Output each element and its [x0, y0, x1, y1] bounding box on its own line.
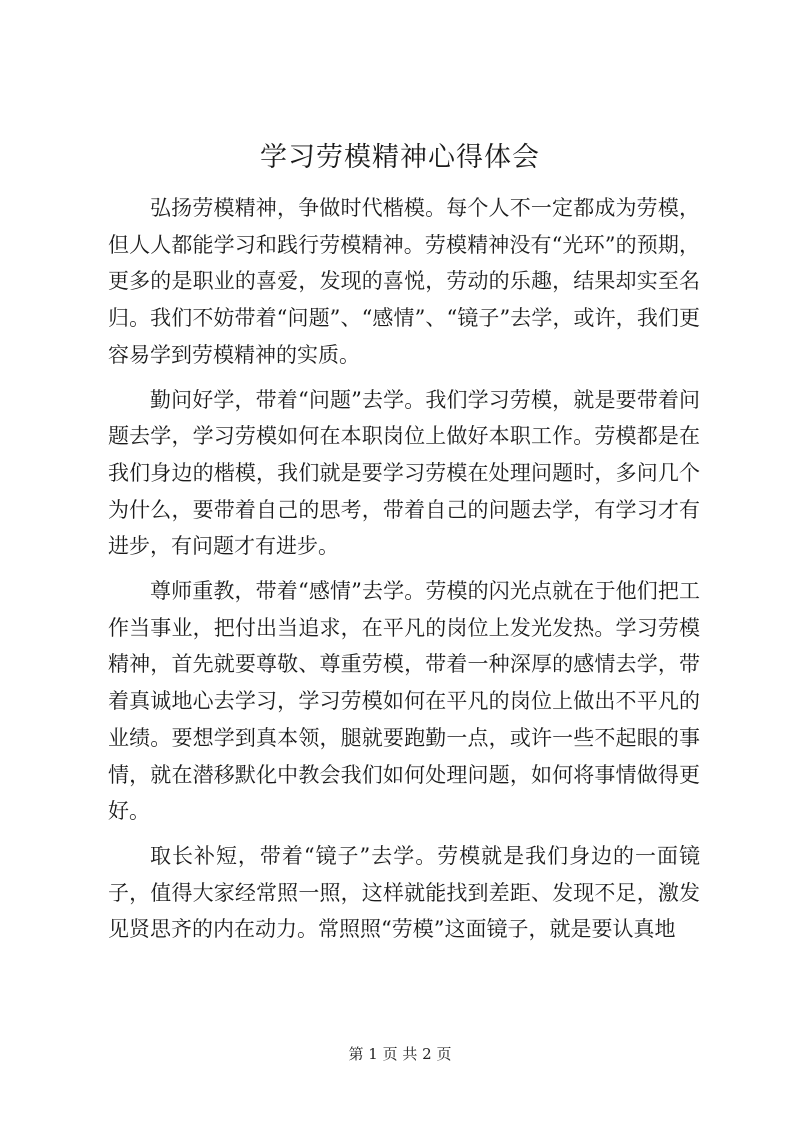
- page-number-footer: 第 1 页 共 2 页: [348, 1045, 452, 1063]
- page-title: 学习劳模精神心得体会: [260, 142, 540, 173]
- paragraph: 尊师重教，带着“感情”去学。劳模的闪光点就在于他们把工作当事业，把付出当追求，在平凡的岗位上发光发热。学习劳模精神，首先就要尊敬、尊重劳模，带着一种深厚的感情去学，带着真诚地心去学习，学习劳模如何在平凡的岗位上做出不平凡的业绩。要想学到真本领，腿就要跑勤一点，或许一些不起眼的事情，就在潜移默化中教会我们如何处理问题，如何将事情做得更好。: [108, 579, 700, 824]
- paragraph: 弘扬劳模精神，争做时代楷模。每个人不一定都成为劳模，但人人都能学习和践行劳模精神。劳模精神没有“光环”的预期，更多的是职业的喜爱，发现的喜悦，劳动的乐趣，结果却实至名归。我们不妨带着“问题”、“感情”、“镜子”去学，或许，我们更容易学到劳模精神的实质。: [108, 196, 700, 367]
- paragraph: 勤问好学，带着“问题”去学。我们学习劳模，就是要带着问题去学，学习劳模如何在本职岗位上做好本职工作。劳模都是在我们身边的楷模，我们就是要学习劳模在处理问题时，多问几个为什么，要带着自己的思考，带着自己的问题去学，有学习才有进步，有问题才有进步。: [108, 387, 700, 559]
- paragraph: 取长补短，带着“镜子”去学。劳模就是我们身边的一面镜子，值得大家经常照一照，这样就能找到差距、发现不足，激发见贤思齐的内在动力。常照照“劳模”这面镜子，就是要认真地: [108, 843, 700, 942]
- document-body: [108, 190, 700, 948]
